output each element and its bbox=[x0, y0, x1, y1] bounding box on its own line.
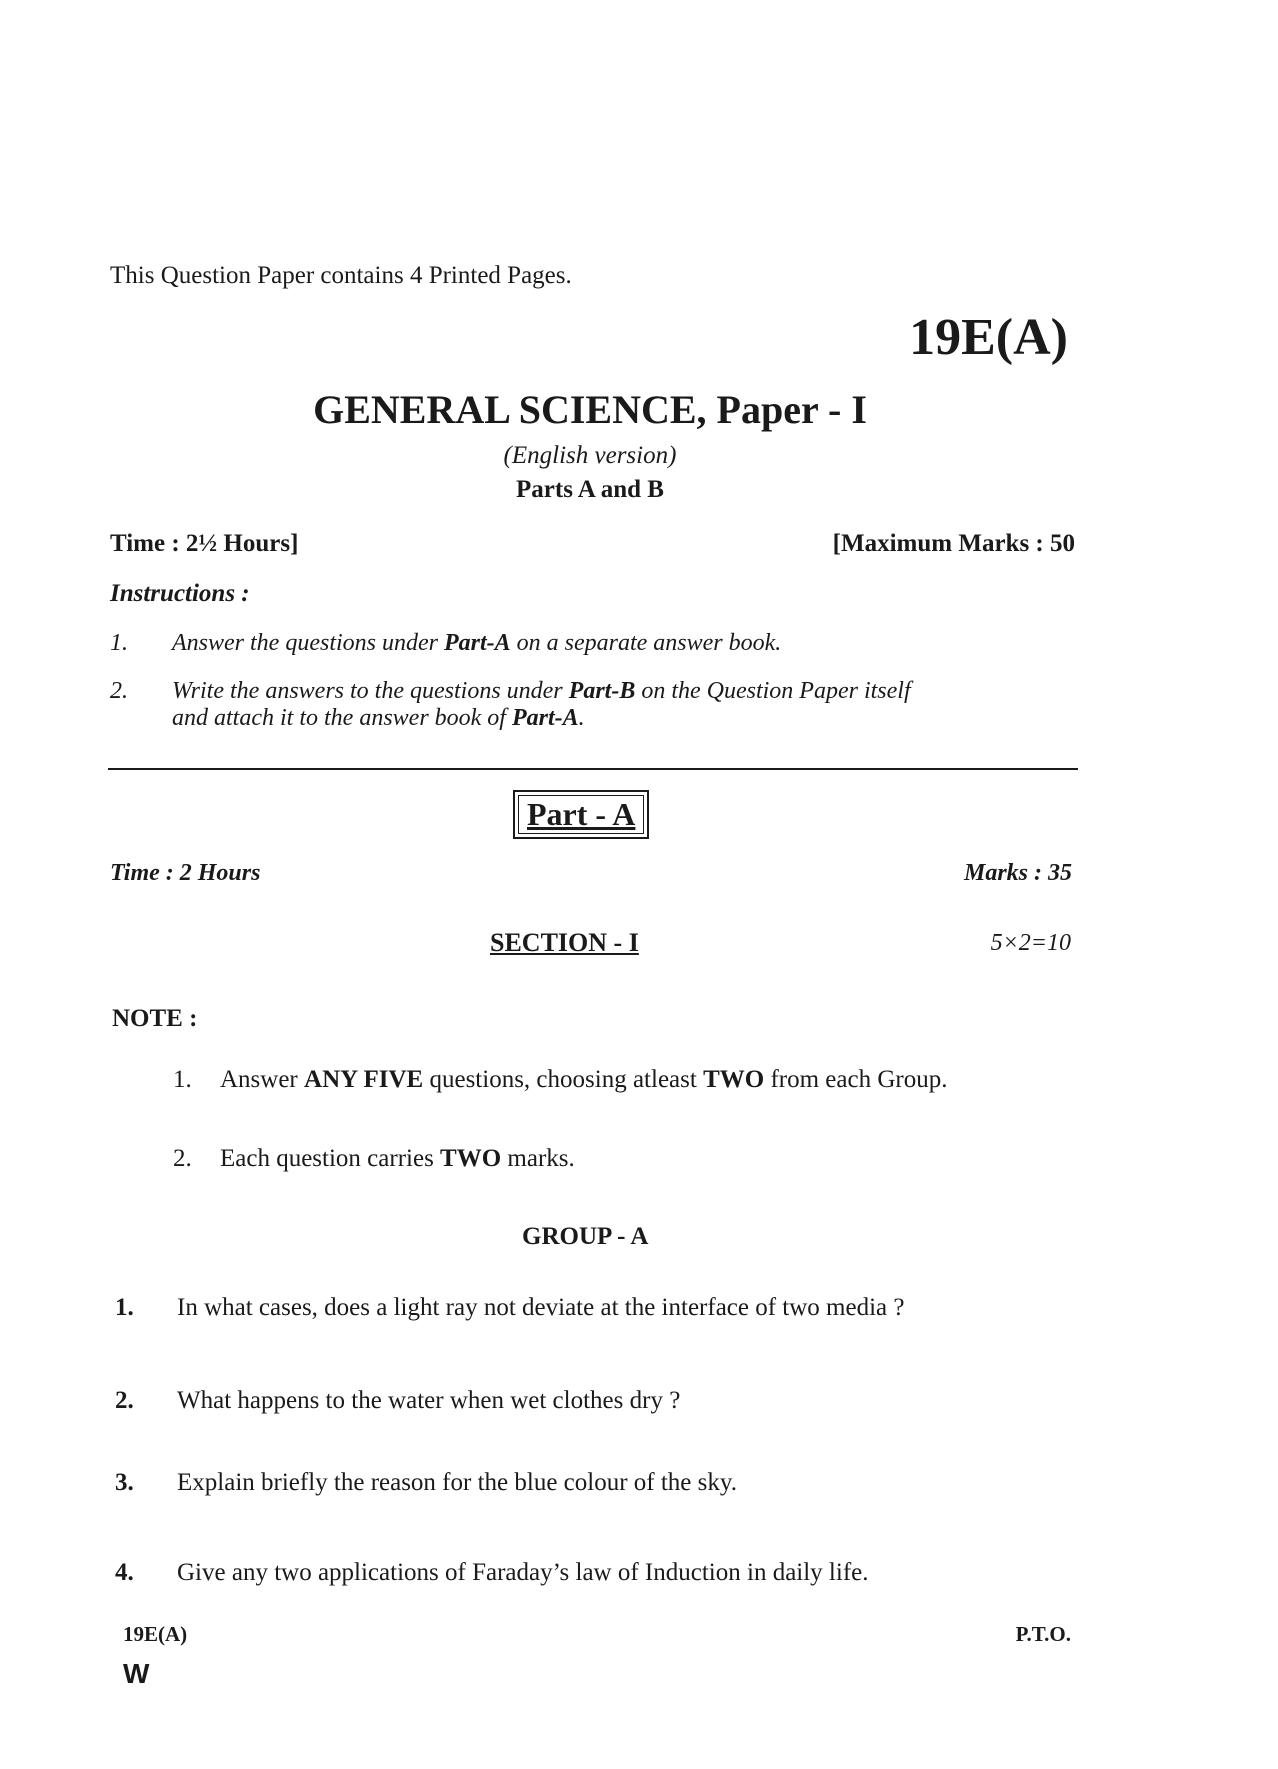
instruction-text: Answer the questions under bbox=[172, 630, 444, 656]
part-a-marks: Marks : 35 bbox=[963, 860, 1072, 886]
footer-pto: P.T.O. bbox=[1015, 1622, 1071, 1646]
note-text: marks. bbox=[501, 1145, 575, 1172]
note-number: 1. bbox=[173, 1066, 192, 1093]
instruction-text: and attach it to the answer book of bbox=[172, 705, 512, 731]
instruction-part-ref: Part-B bbox=[568, 678, 636, 704]
question-number: 2. bbox=[115, 1387, 134, 1414]
instruction-text: . bbox=[578, 705, 585, 731]
note-text: questions, choosing atleast bbox=[423, 1066, 704, 1093]
question-item bbox=[115, 1294, 905, 1322]
note-emphasis: TWO bbox=[440, 1145, 502, 1172]
note-text: Each question carries bbox=[220, 1145, 441, 1172]
note-text: Answer bbox=[220, 1066, 305, 1093]
note-item bbox=[173, 1066, 947, 1094]
question-item bbox=[115, 1469, 737, 1497]
footer-mark: W bbox=[123, 1658, 150, 1689]
instruction-part-ref: Part-A bbox=[443, 630, 511, 656]
part-a-title: Part - A bbox=[513, 790, 649, 839]
question-number: 3. bbox=[115, 1469, 134, 1496]
note-title: NOTE : bbox=[112, 1005, 198, 1032]
paper-title: GENERAL SCIENCE, Paper - I bbox=[313, 387, 867, 432]
instruction-text: on a separate answer book. bbox=[510, 630, 782, 656]
note-text: from each Group. bbox=[764, 1066, 948, 1093]
part-a-time: Time : 2 Hours bbox=[110, 860, 261, 886]
instructions-title: Instructions : bbox=[110, 580, 250, 607]
divider-line bbox=[108, 768, 1078, 770]
total-time: Time : 2½ Hours] bbox=[110, 530, 299, 557]
question-item bbox=[115, 1387, 680, 1415]
note-item bbox=[173, 1145, 575, 1173]
footer-paper-code: 19E(A) bbox=[123, 1622, 188, 1646]
note-number: 2. bbox=[173, 1145, 192, 1172]
note-emphasis: ANY FIVE bbox=[304, 1066, 424, 1093]
group-title: GROUP - A bbox=[522, 1223, 649, 1250]
question-item bbox=[115, 1559, 869, 1587]
section-marks: 5×2=10 bbox=[990, 930, 1071, 956]
instruction-number: 2. bbox=[110, 678, 128, 704]
instruction-item bbox=[110, 678, 911, 732]
instruction-number: 1. bbox=[110, 630, 128, 656]
question-number: 4. bbox=[115, 1559, 134, 1586]
paper-parts: Parts A and B bbox=[516, 476, 664, 503]
instruction-item bbox=[110, 630, 781, 657]
page-count-info: This Question Paper contains 4 Printed Pages. bbox=[110, 262, 572, 289]
maximum-marks: [Maximum Marks : 50 bbox=[832, 530, 1075, 557]
question-text: In what cases, does a light ray not deviate at the interface of two media ? bbox=[177, 1294, 905, 1321]
instruction-part-ref: Part-A bbox=[511, 705, 579, 731]
note-emphasis: TWO bbox=[703, 1066, 765, 1093]
section-title: SECTION - I bbox=[490, 928, 639, 957]
question-text: Explain briefly the reason for the blue colour of the sky. bbox=[177, 1469, 738, 1496]
paper-version: (English version) bbox=[503, 442, 677, 469]
instruction-text: on the Question Paper itself bbox=[635, 678, 911, 704]
question-text: Give any two applications of Faraday’s law of Induction in daily life. bbox=[177, 1559, 869, 1586]
question-text: What happens to the water when wet clothes dry ? bbox=[177, 1387, 681, 1414]
question-number: 1. bbox=[115, 1294, 134, 1321]
instruction-text: Write the answers to the questions under bbox=[172, 678, 569, 704]
paper-code: 19E(A) bbox=[909, 309, 1068, 366]
